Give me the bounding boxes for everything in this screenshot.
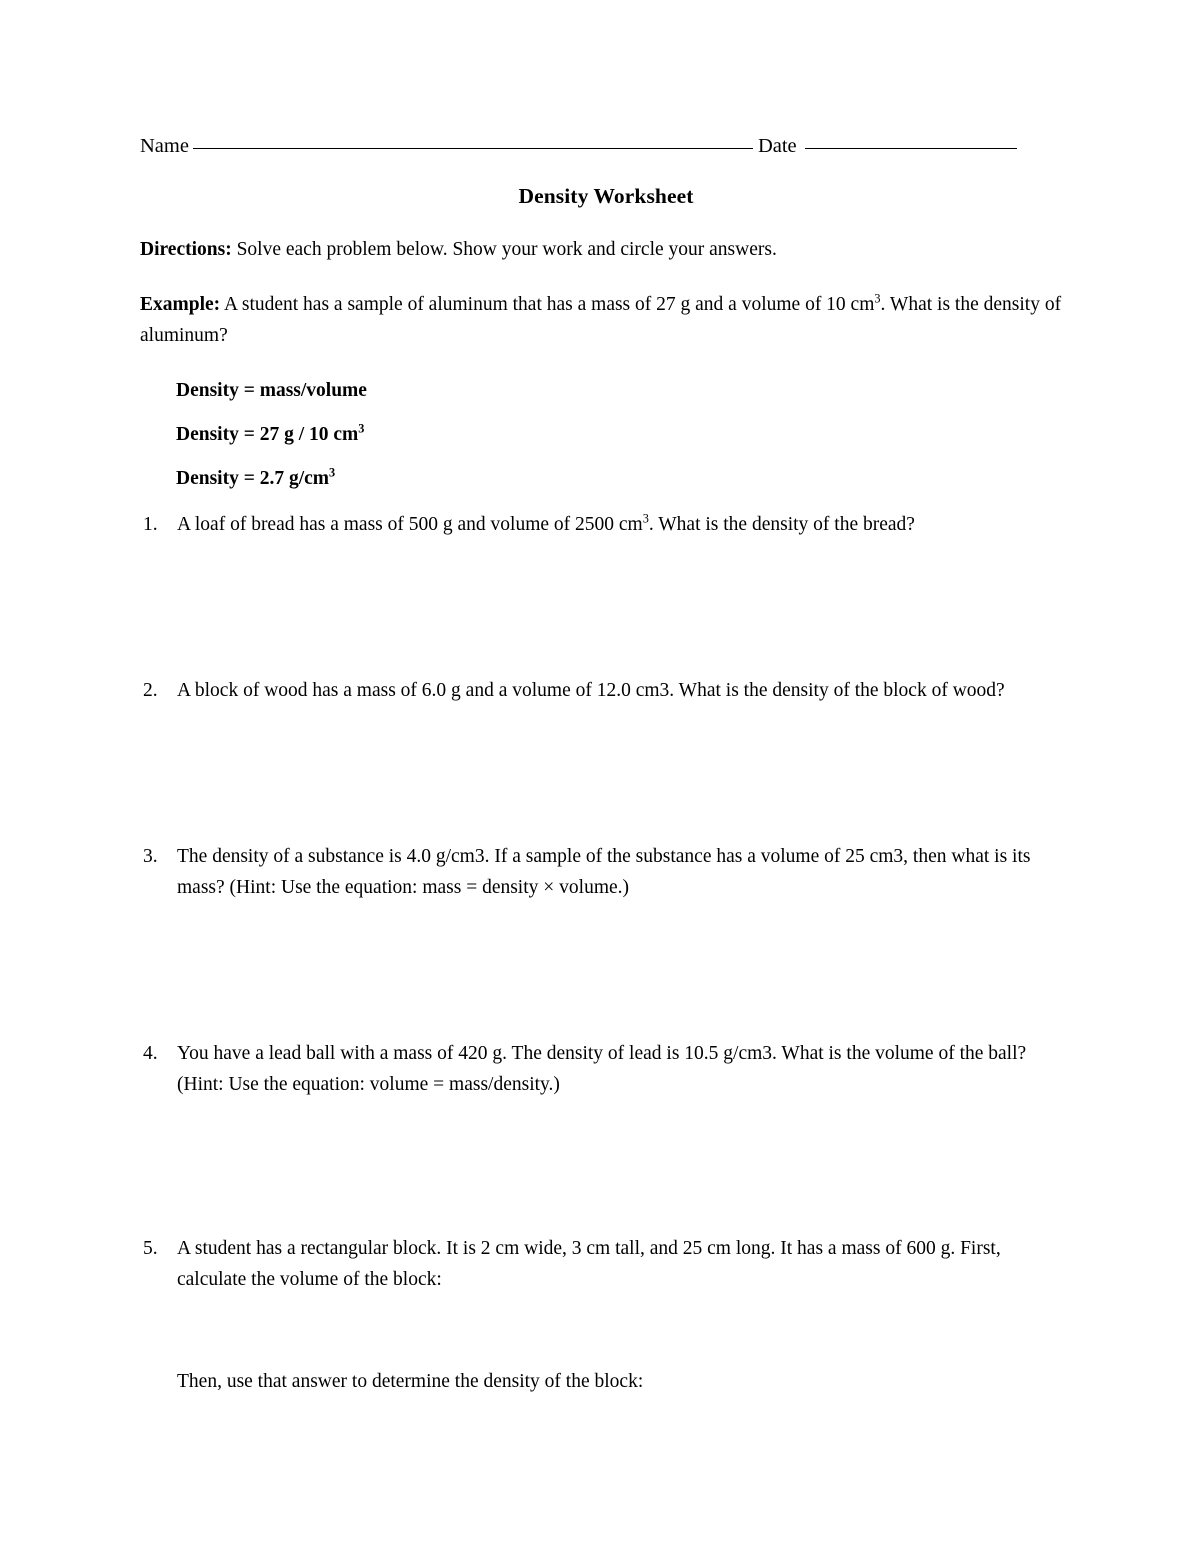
- question-number: 2.: [143, 679, 158, 701]
- date-label: Date: [757, 135, 797, 157]
- formula-block: [140, 376, 1072, 494]
- question-number: 1.: [143, 514, 158, 536]
- answer-work-space-4[interactable]: [140, 1100, 1072, 1234]
- directions-paragraph: [140, 235, 1072, 266]
- question-item-2: [140, 676, 1072, 707]
- answer-work-space-1[interactable]: [140, 541, 1072, 676]
- question-text-part1: You have a lead ball with a mass of 420 g. The density of lead is 10.5 g/cm3. What is the volume of the ball? (Hint: Use the equation: volume = mass/density.): [177, 1043, 1027, 1095]
- answer-work-space-2[interactable]: [140, 706, 1072, 842]
- date-fill-in-line[interactable]: [805, 148, 1017, 149]
- example-paragraph: [140, 290, 1072, 351]
- formula-superscript: 3: [329, 465, 336, 480]
- question-text-part1: A loaf of bread has a mass of 500 g and volume of 2500 cm: [177, 514, 643, 536]
- example-superscript: 3: [874, 291, 881, 306]
- question-text: [177, 1039, 1072, 1100]
- question-text-part1: A student has a rectangular block. It is 2 cm wide, 3 cm tall, and 25 cm long. It has a mass of 600 g. First, calculate the volume of the block:: [177, 1238, 1001, 1290]
- example-label: Example:: [140, 294, 221, 316]
- question-superscript: 3: [642, 511, 649, 526]
- answer-work-space-3[interactable]: [140, 903, 1072, 1039]
- formula-line-2: [176, 420, 1072, 450]
- directions-text: Solve each problem below. Show your work and circle your answers.: [231, 238, 777, 260]
- question-5-followup: Then, use that answer to determine the density of the block:: [177, 1371, 644, 1393]
- formula-line-1: [176, 376, 1072, 406]
- question-item-5: [140, 1234, 1072, 1295]
- question-item-4: [140, 1039, 1072, 1100]
- question-text: [177, 1234, 1072, 1295]
- formula-text: Density = 2.7 g/cm: [176, 468, 330, 490]
- formula-superscript: 3: [358, 421, 365, 436]
- question-text: [177, 676, 1072, 707]
- question-text: [177, 842, 1072, 903]
- question-text: [177, 510, 1072, 541]
- example-text-part1: A student has a sample of aluminum that has a mass of 27 g and a volume of 10 cm: [220, 294, 875, 316]
- question-text-part1: The density of a substance is 4.0 g/cm3. If a sample of the substance has a volume of 25 cm3, then what is its mass? (Hint: Use the equation: mass = density × volume.): [177, 846, 1031, 898]
- question-list: [140, 510, 1072, 1398]
- formula-line-3: [176, 464, 1072, 494]
- name-fill-in-line[interactable]: [193, 148, 753, 149]
- question-number: 4.: [143, 1043, 158, 1065]
- question-number: 5.: [143, 1238, 158, 1260]
- formula-text: Density = mass/volume: [176, 380, 367, 402]
- question-text-part2: . What is the density of the bread?: [648, 514, 915, 536]
- page-title: Density Worksheet: [518, 183, 694, 208]
- directions-label: Directions:: [140, 238, 232, 260]
- name-label: Name: [140, 135, 189, 157]
- question-number: 3.: [143, 846, 158, 868]
- question-item-3: [140, 842, 1072, 903]
- question-item-1: [140, 510, 1072, 541]
- page-content: [140, 134, 1072, 1398]
- formula-text: Density = 27 g / 10 cm: [176, 424, 359, 446]
- question-text-part1: A block of wood has a mass of 6.0 g and a volume of 12.0 cm3. What is the density of the block of wood?: [177, 679, 1005, 701]
- name-date-row: [140, 134, 1072, 159]
- example-text-part2: . What is the density of aluminum?: [140, 294, 1062, 346]
